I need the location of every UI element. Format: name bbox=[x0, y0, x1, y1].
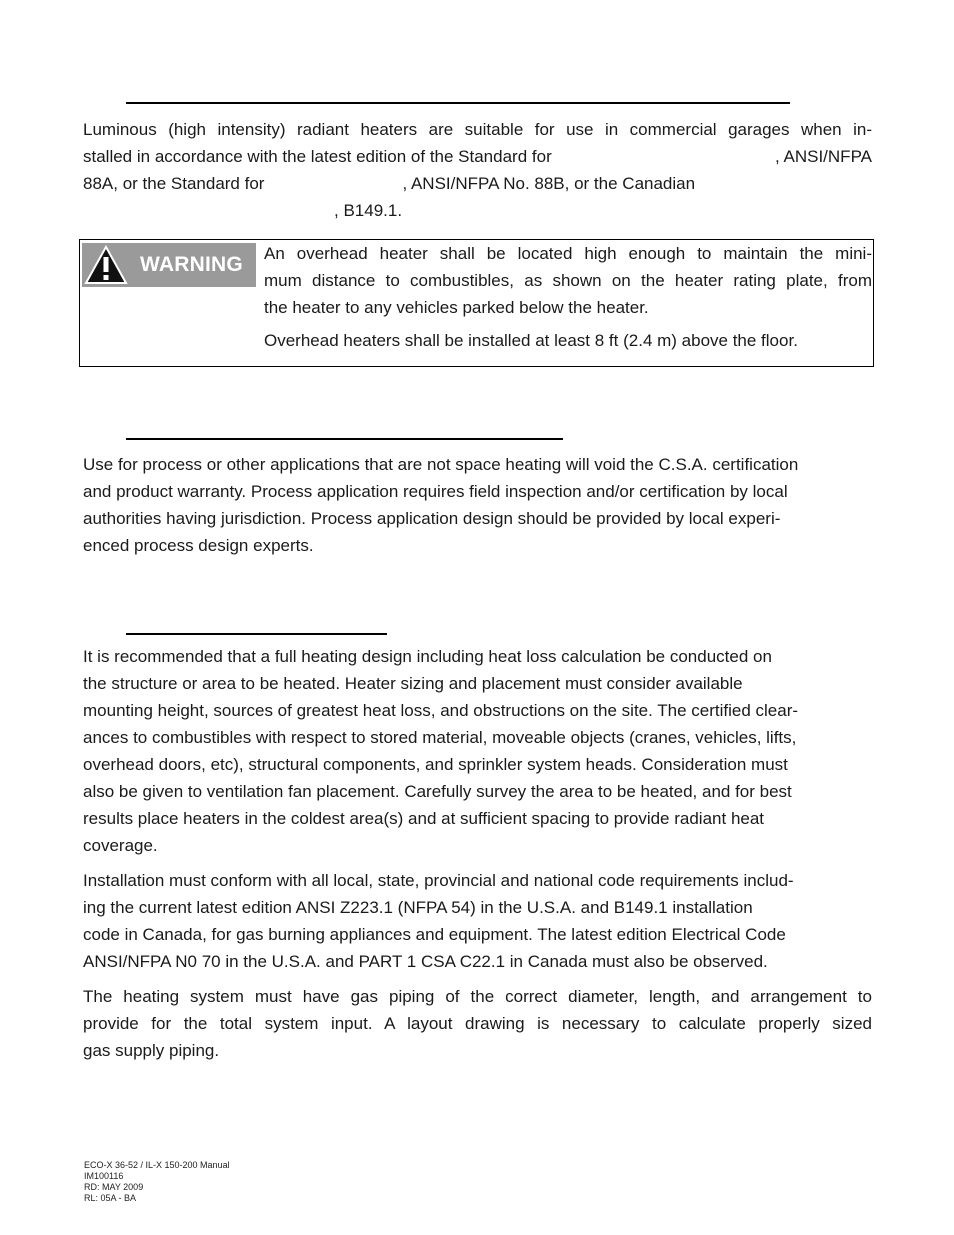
warning-box bbox=[79, 239, 874, 367]
text-line: enced process design experts. bbox=[83, 536, 314, 555]
warning-badge bbox=[82, 243, 256, 287]
warning-text bbox=[264, 240, 872, 321]
section2-paragraph bbox=[83, 451, 872, 559]
text-line: 88A, or the Standard for , ANSI/NFPA No. 88B, or the Canadian bbox=[83, 174, 696, 193]
text-line: Installation must conform with all local, state, provincial and national code requirements includ- bbox=[83, 871, 794, 890]
section3-paragraph-1 bbox=[83, 643, 872, 859]
text-line: stalled in accordance with the latest edition of the Standard for , ANSI/NFPA bbox=[83, 147, 872, 166]
text-line: also be given to ventilation fan placement. Carefully survey the area to be heated, and for best bbox=[83, 782, 792, 801]
text-line: gas supply piping. bbox=[83, 1041, 220, 1060]
text-line: and product warranty. Process application requires field inspection and/or certification by local bbox=[83, 482, 788, 501]
text-line: The heating system must have gas piping of the correct diameter, length, and arrangement to bbox=[83, 987, 872, 1006]
text-line: It is recommended that a full heating design including heat loss calculation be conducted on bbox=[83, 647, 772, 666]
text-line: mounting height, sources of greatest heat loss, and obstructions on the site. The certified clear- bbox=[83, 701, 799, 720]
footer-document-id: IM100116 bbox=[84, 1171, 124, 1181]
document-footer bbox=[84, 1160, 230, 1204]
section1-heading-rule bbox=[126, 102, 790, 104]
section3-paragraph-2 bbox=[83, 867, 872, 975]
text-line: ances to combustibles with respect to stored material, moveable objects (cranes, vehicles, lifts, bbox=[83, 728, 797, 747]
text-line: coverage. bbox=[83, 836, 158, 855]
text-line: , B149.1. bbox=[334, 201, 403, 220]
text-line: Luminous (high intensity) radiant heaters are suitable for use in commercial garages when in- bbox=[83, 120, 872, 139]
text-line: ANSI/NFPA N0 70 in the U.S.A. and PART 1 CSA C22.1 in Canada must also be observed. bbox=[83, 952, 768, 971]
text-line: overhead doors, etc), structural components, and sprinkler system heads. Consideration must bbox=[83, 755, 788, 774]
footer-manual-title: ECO-X 36-52 / IL-X 150-200 Manual bbox=[84, 1160, 230, 1170]
text-line: ing the current latest edition ANSI Z223.1 (NFPA 54) in the U.S.A. and B149.1 installation bbox=[83, 898, 753, 917]
text-line: the heater to any vehicles parked below the heater. bbox=[264, 298, 649, 317]
section3-paragraph-3 bbox=[83, 983, 872, 1064]
text-line: provide for the total system input. A layout drawing is necessary to calculate properly sized bbox=[83, 1014, 872, 1033]
text-line: results place heaters in the coldest area(s) and at sufficient spacing to provide radiant heat bbox=[83, 809, 765, 828]
text-line: the structure or area to be heated. Heater sizing and placement must consider available bbox=[83, 674, 743, 693]
footer-revision-date: RD: MAY 2009 bbox=[84, 1182, 144, 1192]
text-line: mum distance to combustibles, as shown on the heater rating plate, from bbox=[264, 271, 872, 290]
section1-paragraph bbox=[83, 116, 872, 224]
section2-heading-rule bbox=[126, 438, 563, 440]
text-line: Use for process or other applications that are not space heating will void the C.S.A. certification bbox=[83, 455, 799, 474]
text-line: code in Canada, for gas burning appliances and equipment. The latest edition Electrical Code bbox=[83, 925, 786, 944]
text-line: An overhead heater shall be located high enough to maintain the mini- bbox=[264, 244, 872, 263]
section3-heading-rule bbox=[126, 633, 387, 635]
text-line: authorities having jurisdiction. Process application design should be provided by local experi- bbox=[83, 509, 781, 528]
footer-release: RL: 05A - BA bbox=[84, 1193, 137, 1203]
warning-floor-text: Overhead heaters shall be installed at least 8 ft (2.4 m) above the floor. bbox=[264, 331, 798, 350]
warning-triangle-icon bbox=[84, 245, 128, 285]
warning-label: WARNING bbox=[140, 253, 243, 276]
